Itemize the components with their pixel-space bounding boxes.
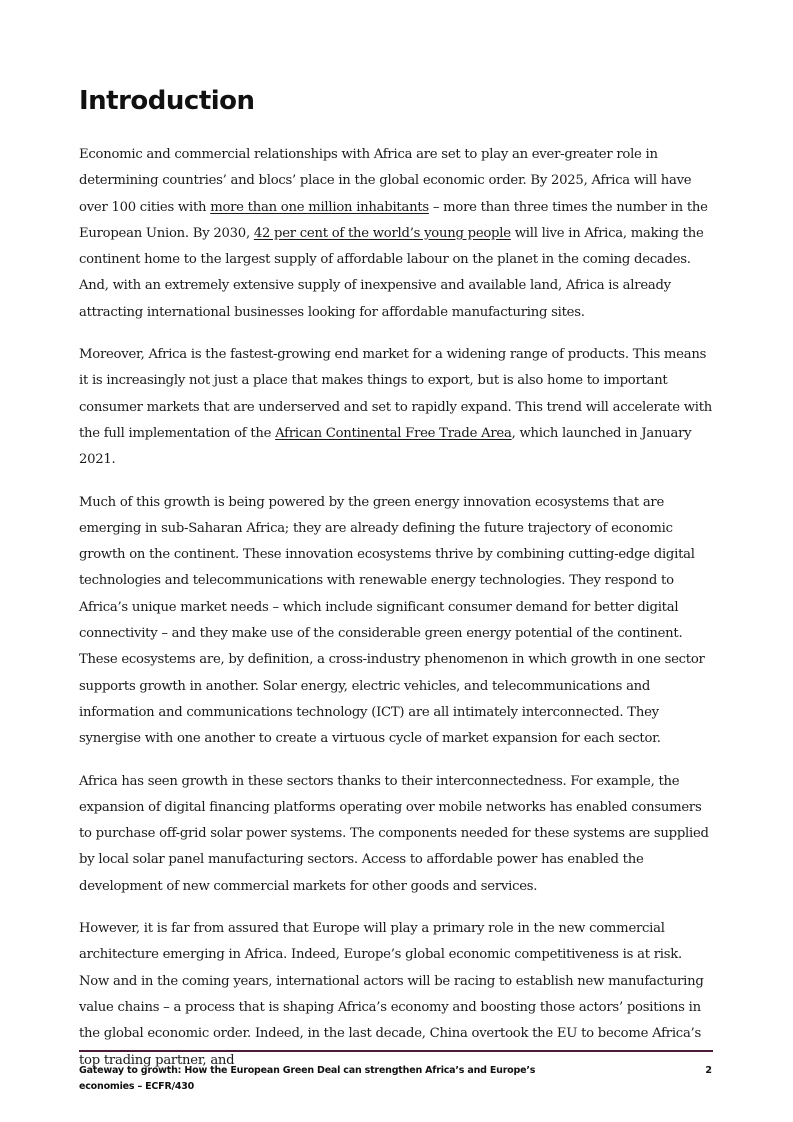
paragraph-1-text-a: Economic and commercial relationships with Africa are set to play an ever-greater role in determining countries’ and blocs’ place in the global economic order. By 2025, Africa will have over 100 cities with [79, 147, 692, 215]
page-number: 2 [705, 1065, 712, 1076]
paragraph-3: Much of this growth is being powered by the green energy innovation ecosystems that are emerging in sub-Saharan Africa; they are already defining the future trajectory of economic growth on the continent. These innovation ecosystems thrive by combining cutting-edge digital technologies and telecommunications with renewable energy technologies. They respond to Africa’s unique market needs – which include significant consumer demand for better digital connectivity – and they make use of the considerable green energy potential of the continent. These ecosystems are, by definition, a cross-industry phenomenon in which growth in one sector supports growth in another. Solar energy, electric vehicles, and telecommunications and information and communications technology (ICT) are all intimately interconnected. They synergise with one another to create a virtuous cycle of market expansion for each sector. [79, 494, 705, 747]
link-afcfta[interactable]: African Continental Free Trade Area [275, 425, 512, 441]
paragraph-2-text-a: Moreover, Africa is the fastest-growing end market for a widening range of products. This means it is increasingly not just a place that makes things to export, but is also home to important consumer markets that are underserved and set to rapidly expand. This trend will accelerate with the full implementation of the [79, 347, 713, 441]
footer-divider [79, 1050, 713, 1052]
paragraph-4: Africa has seen growth in these sectors thanks to their interconnectedness. For example, the expansion of digital financing platforms operating over mobile networks has enabled consumers to purchase off-grid solar power systems. The components needed for these systems are supplied by local solar panel manufacturing sectors. Access to affordable power has enabled the development of new commercial markets for other goods and services. [79, 773, 709, 894]
paragraph-2 [79, 342, 715, 473]
paragraph-5: However, it is far from assured that Europe will play a primary role in the new commercial architecture emerging in Africa. Indeed, Europe’s global economic competitiveness is at risk. Now and in the coming years, international actors will be racing to establish new manufacturing value chains – a process that is shaping Africa’s economy and boosting those actors’ positions in the global economic order. Indeed, in the last decade, China overtook the EU to become Africa’s top trading partner, and [79, 921, 704, 1068]
paragraph-2-text-b: , which launched in January 2021. [79, 425, 692, 468]
link-million-inhabitants[interactable]: more than one million inhabitants [210, 199, 429, 215]
paragraph-1-text-c: will live in Africa, making the continent home to the largest supply of affordable labour on the planet in the coming decades. And, with an extremely extensive supply of inexpensive and available land, Africa is already attracting international businesses looking for affordable manufacturing sites. [79, 225, 704, 320]
footer-title: Gateway to growth: How the European Green Deal can strengthen Africa’s and Europe’s economies – ECFR/430 [79, 1065, 536, 1092]
section-heading: Introduction [79, 86, 255, 116]
paragraph-1 [79, 142, 715, 326]
paragraph-1-text-b: – more than three times the number in the European Union. By 2030, [79, 199, 708, 241]
body-text [79, 142, 715, 1090]
link-young-people[interactable]: 42 per cent of the world’s young people [253, 225, 511, 241]
